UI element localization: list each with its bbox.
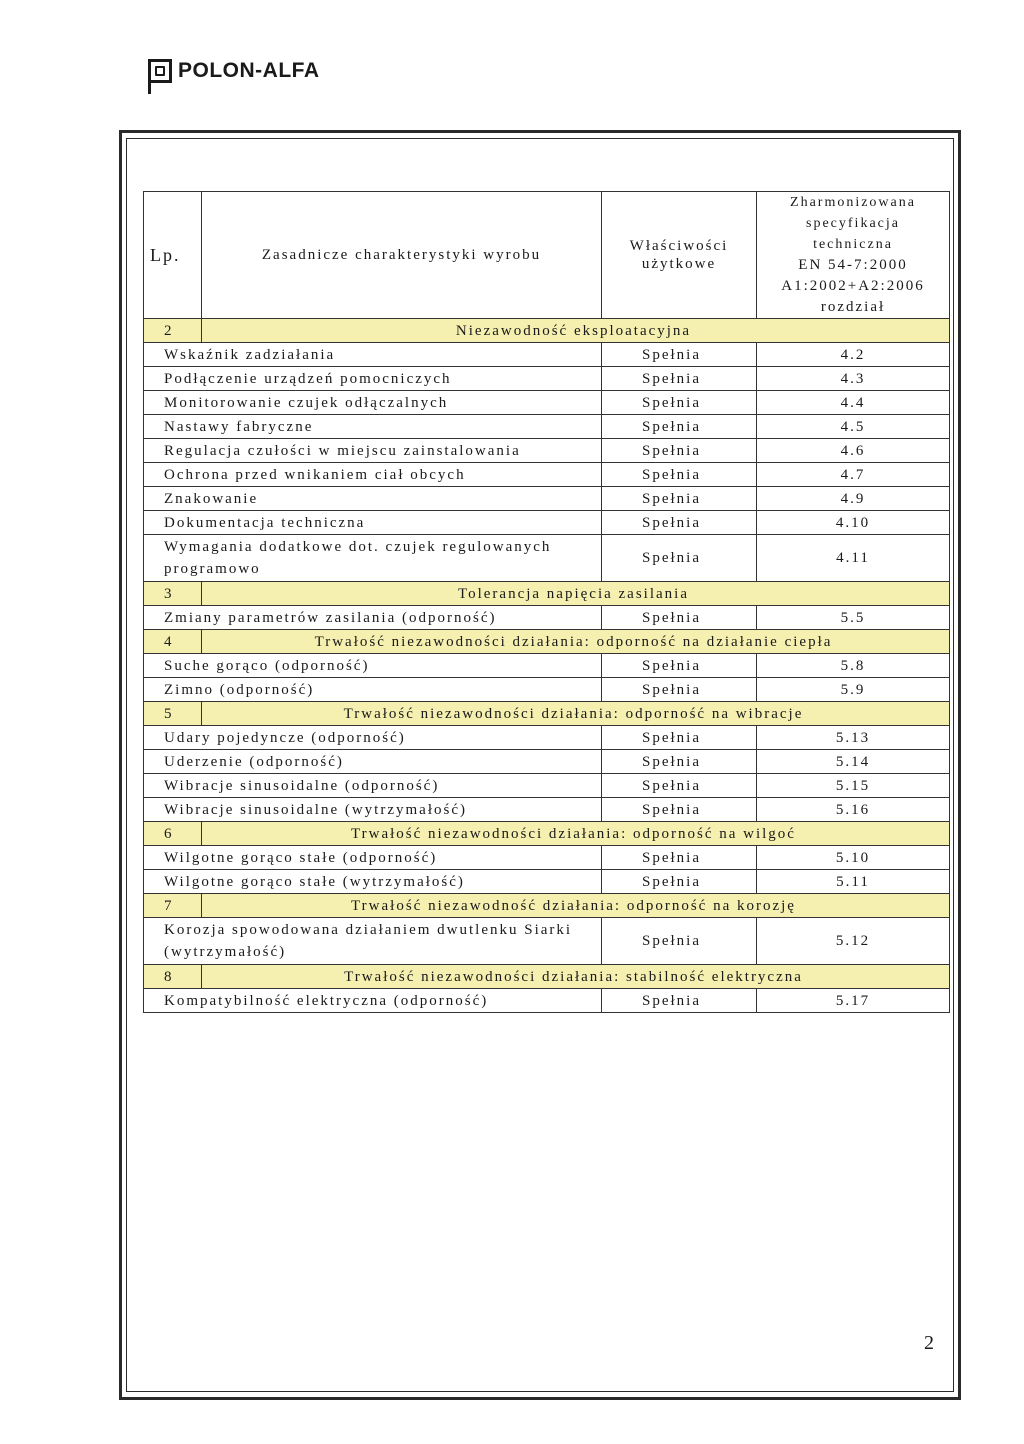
table-row xyxy=(144,918,950,965)
spec-clause: 5.17 xyxy=(757,989,950,1013)
logo-text: POLON-ALFA xyxy=(178,59,320,82)
table-row xyxy=(144,391,950,415)
characteristic-name: Korozja spowodowana działaniem dwutlenku Siarki (wytrzymałość) xyxy=(144,918,602,965)
characteristic-name: Wilgotne gorąco stałe (wytrzymałość) xyxy=(144,870,602,894)
section-row xyxy=(144,965,950,989)
section-number: 4 xyxy=(144,630,202,654)
header-spec-line6: rozdział xyxy=(820,299,886,315)
characteristic-name: Suche gorąco (odporność) xyxy=(144,654,602,678)
table-row xyxy=(144,798,950,822)
table-row xyxy=(144,870,950,894)
header-spec-line1: Zharmonizowana xyxy=(790,195,916,210)
table-row xyxy=(144,511,950,535)
section-row xyxy=(144,822,950,846)
spec-clause: 5.10 xyxy=(757,846,950,870)
performance-value: Spełnia xyxy=(602,989,757,1013)
performance-value: Spełnia xyxy=(602,391,757,415)
section-title: Trwałość niezawodność działania: odporność na korozję xyxy=(202,894,950,918)
spec-clause: 4.2 xyxy=(757,343,950,367)
performance-value: Spełnia xyxy=(602,367,757,391)
table-row xyxy=(144,535,950,582)
performance-value: Spełnia xyxy=(602,918,757,965)
header-properties xyxy=(602,192,757,319)
spec-clause: 5.14 xyxy=(757,750,950,774)
performance-value: Spełnia xyxy=(602,846,757,870)
characteristic-name: Znakowanie xyxy=(144,487,602,511)
table-row xyxy=(144,415,950,439)
characteristic-name: Kompatybilność elektryczna (odporność) xyxy=(144,989,602,1013)
performance-value: Spełnia xyxy=(602,750,757,774)
section-row xyxy=(144,702,950,726)
section-title: Trwałość niezawodności działania: odporność na wibracje xyxy=(202,702,950,726)
characteristic-name: Monitorowanie czujek odłączalnych xyxy=(144,391,602,415)
characteristic-name: Wibracje sinusoidalne (wytrzymałość) xyxy=(144,798,602,822)
table-row xyxy=(144,846,950,870)
spec-clause: 4.5 xyxy=(757,415,950,439)
header-lp: Lp. xyxy=(144,192,202,319)
performance-value: Spełnia xyxy=(602,415,757,439)
spec-clause: 4.9 xyxy=(757,487,950,511)
spec-clause: 5.16 xyxy=(757,798,950,822)
spec-clause: 5.12 xyxy=(757,918,950,965)
characteristics-table xyxy=(143,191,950,1013)
spec-clause: 4.11 xyxy=(757,535,950,582)
spec-clause: 4.3 xyxy=(757,367,950,391)
spec-clause: 4.10 xyxy=(757,511,950,535)
header-spec-line3: techniczna xyxy=(813,237,893,252)
section-number: 6 xyxy=(144,822,202,846)
performance-value: Spełnia xyxy=(602,870,757,894)
performance-value: Spełnia xyxy=(602,774,757,798)
page-number: 2 xyxy=(924,1332,934,1354)
header-properties-line2: użytkowe xyxy=(641,256,717,272)
header-spec-line4: EN 54-7:2000 xyxy=(798,257,908,273)
characteristic-name: Zimno (odporność) xyxy=(144,678,602,702)
table-row xyxy=(144,463,950,487)
section-row xyxy=(144,630,950,654)
performance-value: Spełnia xyxy=(602,463,757,487)
table-row xyxy=(144,343,950,367)
polon-alfa-logo-icon xyxy=(148,59,172,83)
table-row xyxy=(144,726,950,750)
section-title: Trwałość niezawodności działania: stabilność elektryczna xyxy=(202,965,950,989)
performance-value: Spełnia xyxy=(602,678,757,702)
characteristic-name: Zmiany parametrów zasilania (odporność) xyxy=(144,606,602,630)
company-logo xyxy=(148,56,320,86)
performance-value: Spełnia xyxy=(602,654,757,678)
section-row xyxy=(144,894,950,918)
section-row xyxy=(144,582,950,606)
table-row xyxy=(144,750,950,774)
performance-value: Spełnia xyxy=(602,343,757,367)
table-row xyxy=(144,606,950,630)
spec-clause: 5.11 xyxy=(757,870,950,894)
characteristic-name: Regulacja czułości w miejscu zainstalowania xyxy=(144,439,602,463)
table-row xyxy=(144,654,950,678)
characteristic-name: Dokumentacja techniczna xyxy=(144,511,602,535)
characteristic-name: Ochrona przed wnikaniem ciał obcych xyxy=(144,463,602,487)
spec-clause: 5.8 xyxy=(757,654,950,678)
spec-clause: 4.7 xyxy=(757,463,950,487)
section-number: 8 xyxy=(144,965,202,989)
table-row xyxy=(144,487,950,511)
section-title: Tolerancja napięcia zasilania xyxy=(202,582,950,606)
characteristic-name: Wymagania dodatkowe dot. czujek regulowanych programowo xyxy=(144,535,602,582)
characteristic-name: Udary pojedyncze (odporność) xyxy=(144,726,602,750)
characteristic-name: Nastawy fabryczne xyxy=(144,415,602,439)
spec-clause: 4.4 xyxy=(757,391,950,415)
spec-clause: 5.13 xyxy=(757,726,950,750)
header-spec-line5: A1:2002+A2:2006 xyxy=(781,278,925,294)
table-row xyxy=(144,989,950,1013)
performance-value: Spełnia xyxy=(602,798,757,822)
section-title: Trwałość niezawodności działania: odporność na wilgoć xyxy=(202,822,950,846)
spec-clause: 4.6 xyxy=(757,439,950,463)
performance-value: Spełnia xyxy=(602,439,757,463)
characteristic-name: Wibracje sinusoidalne (odporność) xyxy=(144,774,602,798)
section-number: 3 xyxy=(144,582,202,606)
table-header-row xyxy=(144,192,950,319)
performance-value: Spełnia xyxy=(602,487,757,511)
section-number: 5 xyxy=(144,702,202,726)
performance-value: Spełnia xyxy=(602,511,757,535)
performance-value: Spełnia xyxy=(602,606,757,630)
performance-value: Spełnia xyxy=(602,726,757,750)
table-row xyxy=(144,678,950,702)
section-number: 2 xyxy=(144,319,202,343)
characteristic-name: Wskaźnik zadziałania xyxy=(144,343,602,367)
section-row xyxy=(144,319,950,343)
table-row xyxy=(144,774,950,798)
table-row xyxy=(144,367,950,391)
section-number: 7 xyxy=(144,894,202,918)
header-spec xyxy=(757,192,950,319)
characteristic-name: Uderzenie (odporność) xyxy=(144,750,602,774)
characteristic-name: Wilgotne gorąco stałe (odporność) xyxy=(144,846,602,870)
section-title: Trwałość niezawodności działania: odporność na działanie ciepła xyxy=(202,630,950,654)
spec-clause: 5.15 xyxy=(757,774,950,798)
table-row xyxy=(144,439,950,463)
section-title: Niezawodność eksploatacyjna xyxy=(202,319,950,343)
header-spec-line2: specyfikacja xyxy=(806,216,900,231)
spec-clause: 5.9 xyxy=(757,678,950,702)
header-characteristics: Zasadnicze charakterystyki wyrobu xyxy=(202,192,602,319)
performance-value: Spełnia xyxy=(602,535,757,582)
spec-clause: 5.5 xyxy=(757,606,950,630)
characteristic-name: Podłączenie urządzeń pomocniczych xyxy=(144,367,602,391)
header-properties-line1: Właściwości xyxy=(629,238,729,254)
